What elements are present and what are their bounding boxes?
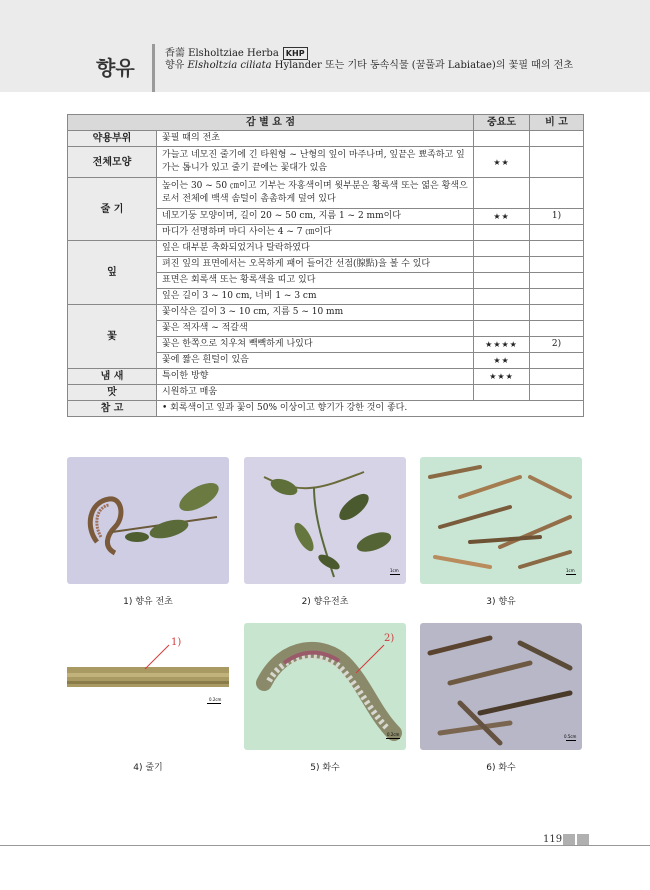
table-row [68,385,584,401]
desc-cell: 꽃필 때의 전초 [157,131,474,147]
desc-cell: 특이한 방향 [157,369,474,385]
desc-cell: • 회록색이고 잎과 꽃이 50% 이상이고 향기가 강한 것이 좋다. [157,401,584,417]
photo-whole-plant [244,457,406,584]
khp-badge: KHP [283,47,308,60]
photo-caption: 6) 화수 [486,763,516,773]
pointer-label: 1) [171,637,182,648]
page-marker [577,834,589,845]
table-row [68,305,584,321]
header-key-points: 감 별 요 점 [68,115,474,131]
desc-cell: 꽃은 적자색 ~ 적갈색 [157,321,474,337]
desc-cell: 가늘고 네모진 줄기에 긴 타원형 ~ 난형의 잎이 마주나며, 잎끝은 뾰족하고 잎가는 톱니가 있고 줄기 끝에는 꽃대가 있음 [157,147,474,178]
scale-label: 1cm [566,568,575,573]
stem-illustration [67,623,229,750]
photo-caption: 1) 향유 전초 [123,597,173,607]
page-title: 향유 [96,56,135,80]
category-cell: 냄 새 [68,369,157,385]
latin-name: 香薷 Elsholtziae Herba [165,48,279,59]
desc-cell: 잎은 대부분 축화되었거나 탈락하였다 [157,241,474,257]
scale-label: 0.2cm [387,732,400,737]
category-cell: 전체모양 [68,147,157,178]
desc-cell: 마디가 선명하며 마디 사이는 4 ~ 7 ㎝이다 [157,225,474,241]
dried-herb-illustration [420,623,582,750]
remark-cell: 2) [530,337,584,353]
photo-caption: 5) 화수 [310,763,340,773]
photo-stem-closeup [67,623,229,750]
scale-label: 0.5cm [564,734,577,739]
header-description: 향유 Elsholtzia ciliata Hylander 또는 기타 동속식물 (꿀풀과 Labiatae)의 꽃필 때의 전초 [165,60,573,71]
category-cell: 참 고 [68,401,157,417]
photo-inflorescence-closeup [244,623,406,750]
table-row [68,147,584,178]
desc-cell: 꽃은 한쪽으로 치우쳐 빽빽하게 나있다 [157,337,474,353]
header-remarks: 비 고 [530,115,584,131]
desc-cell: 높이는 30 ~ 50 ㎝이고 기부는 자홍색이며 윗부분은 황록색 또는 엷은 황색으로서 전체에 백색 솜털이 촘촘하게 덮여 있다 [157,178,474,209]
importance-cell: ★★ [474,209,530,225]
desc-cell: 꽃이삭은 길이 3 ~ 10 cm, 지름 5 ~ 10 mm [157,305,474,321]
desc-cell: 펴진 잎의 표면에서는 오목하게 패어 들어간 선점(腺點)을 볼 수 있다 [157,257,474,273]
importance-cell: ★★★★ [474,337,530,353]
photo-caption: 4) 줄기 [133,763,163,773]
importance-cell: ★★★ [474,369,530,385]
table-header-row [68,115,584,131]
cut-herb-illustration [420,457,582,584]
desc-cell: 꽃에 짧은 흰털이 있음 [157,353,474,369]
importance-cell: ★★ [474,353,530,369]
desc-cell: 표면은 회록색 또는 황록색을 띠고 있다 [157,273,474,289]
category-cell: 꽃 [68,305,157,369]
table-row [68,369,584,385]
category-cell: 잎 [68,241,157,305]
importance-cell: ★★ [474,147,530,178]
table-row [68,401,584,417]
table-row [68,241,584,257]
page-number: 119 [543,834,563,845]
page-marker [563,834,575,845]
header-importance: 중요도 [474,115,530,131]
species-name: Elsholtzia ciliata [187,60,272,71]
table-row [68,178,584,209]
category-cell: 맛 [68,385,157,401]
identification-table [67,114,584,417]
photo-cut-herb [420,457,582,584]
header-latin-line [165,44,308,60]
photo-caption: 3) 향유 [486,597,516,607]
header-divider [152,44,155,92]
photo-whole-plant-dried [67,457,229,584]
category-cell: 줄 기 [68,178,157,241]
footer-rule [0,845,650,846]
desc-cell: 네모기둥 모양이며, 길이 20 ~ 50 cm, 지름 1 ~ 2 mm이다 [157,209,474,225]
desc-cell: 시원하고 매움 [157,385,474,401]
photo-caption: 2) 향유전초 [301,597,349,607]
plant-illustration [244,457,406,584]
inflorescence-illustration [244,623,406,750]
desc-cell: 잎은 길이 3 ~ 10 cm, 너비 1 ~ 3 cm [157,289,474,305]
remark-cell: 1) [530,209,584,225]
scale-label: 1cm [390,568,399,573]
plant-illustration [67,457,229,584]
table-row [68,131,584,147]
photo-inflorescence-dried [420,623,582,750]
category-cell: 약용부위 [68,131,157,147]
pointer-label: 2) [384,633,395,644]
scale-label: 0.2cm [209,697,222,702]
